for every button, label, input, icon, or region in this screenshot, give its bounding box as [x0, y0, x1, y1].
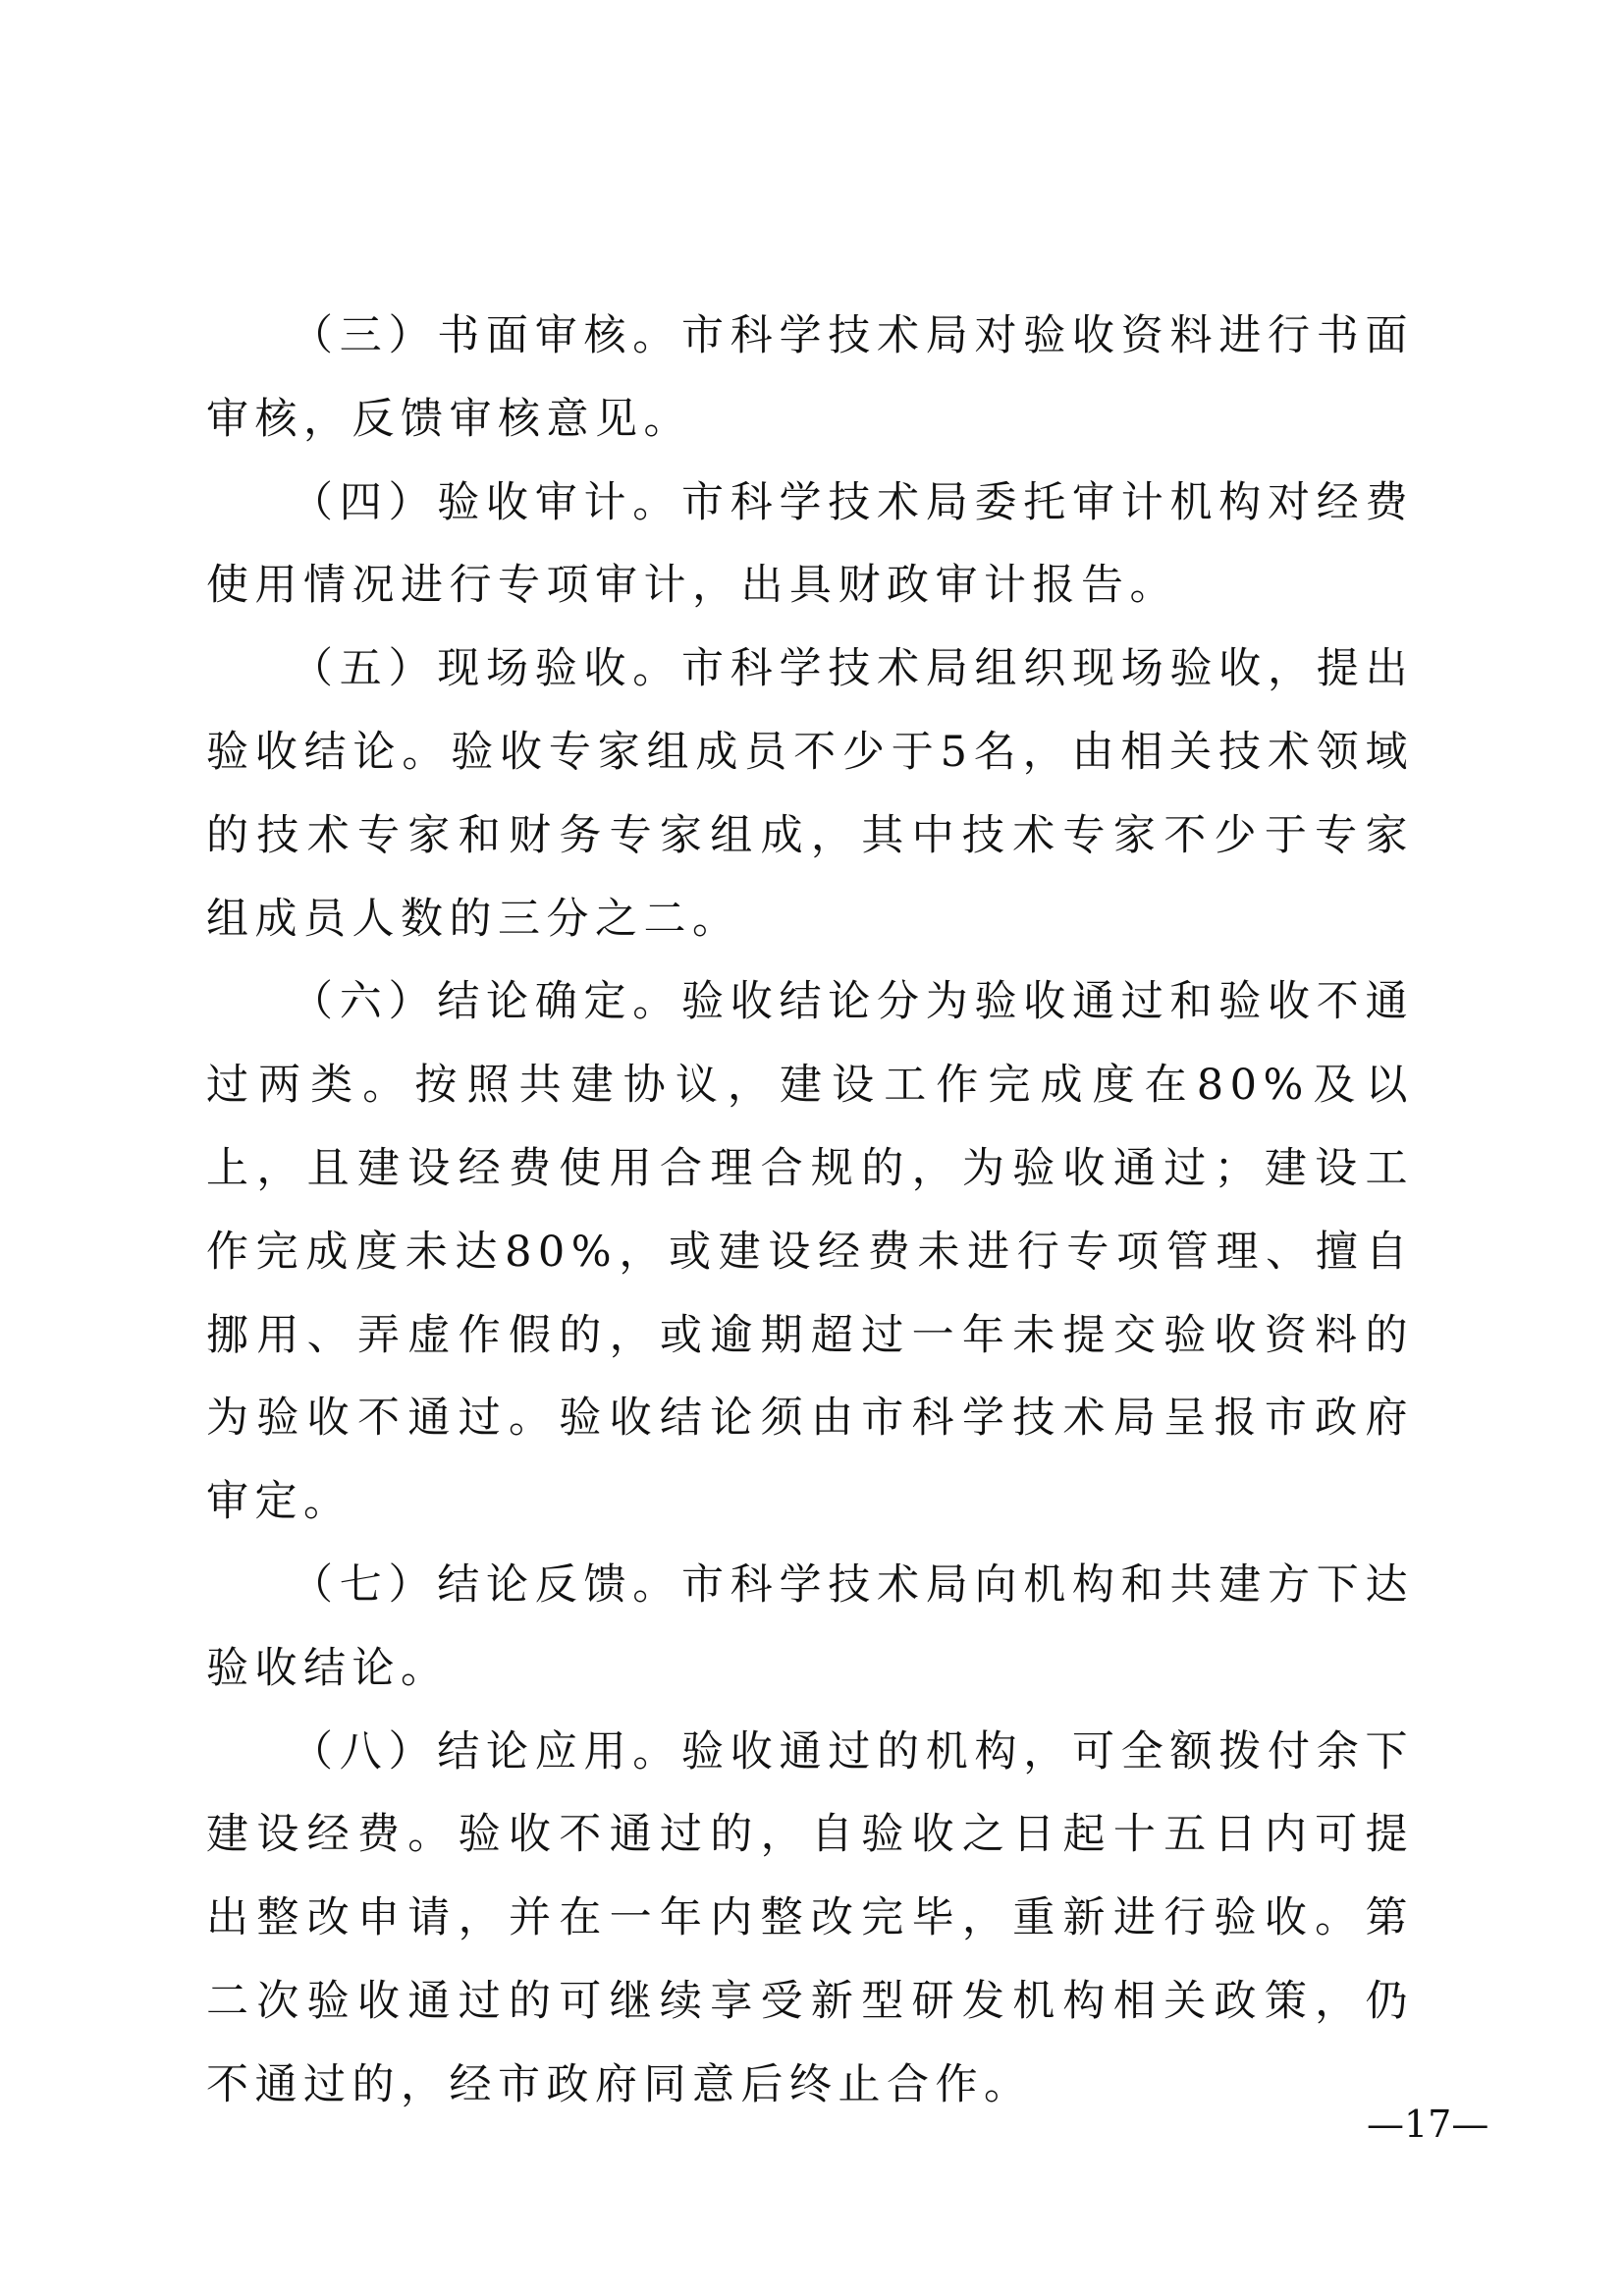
paragraph-conclusion-feedback: （七）结论反馈。市科学技术局向机构和共建方下达验收结论。 [206, 1559, 1414, 1693]
paragraph-conclusion-determination: （六）结论确定。验收结论分为验收通过和验收不通过两类。按照共建协议，建设工作完成度在80%及以上，且建设经费使用合理合规的，为验收通过；建设工作完成度未达80%，或建设经费未进行专项管理、擅自挪用、弄虚作假的，或逾期超过一年未提交验收资料的为验收不通过。验收结论须由市科学技术局呈报市政府审定。 [206, 977, 1414, 1527]
paragraph-written-review: （三）书面审核。市科学技术局对验收资料进行书面审核，反馈审核意见。 [206, 311, 1414, 444]
paragraph-conclusion-application: （八）结论应用。验收通过的机构，可全额拨付余下建设经费。验收不通过的，自验收之日起十五日内可提出整改申请，并在一年内整改完毕，重新进行验收。第二次验收通过的可继续享受新型研发机构相关政策，仍不通过的，经市政府同意后终止合作。 [206, 1726, 1414, 2109]
paragraph-acceptance-audit: （四）验收审计。市科学技术局委托审计机构对经费使用情况进行专项审计，出具财政审计报告。 [206, 477, 1414, 611]
paragraph-onsite-acceptance: （五）现场验收。市科学技术局组织现场验收，提出验收结论。验收专家组成员不少于5名，由相关技术领域的技术专家和财务专家组成，其中技术专家不少于专家组成员人数的三分之二。 [206, 644, 1414, 944]
document-body [206, 295, 1414, 2127]
page-number: —17— [1367, 2103, 1489, 2146]
